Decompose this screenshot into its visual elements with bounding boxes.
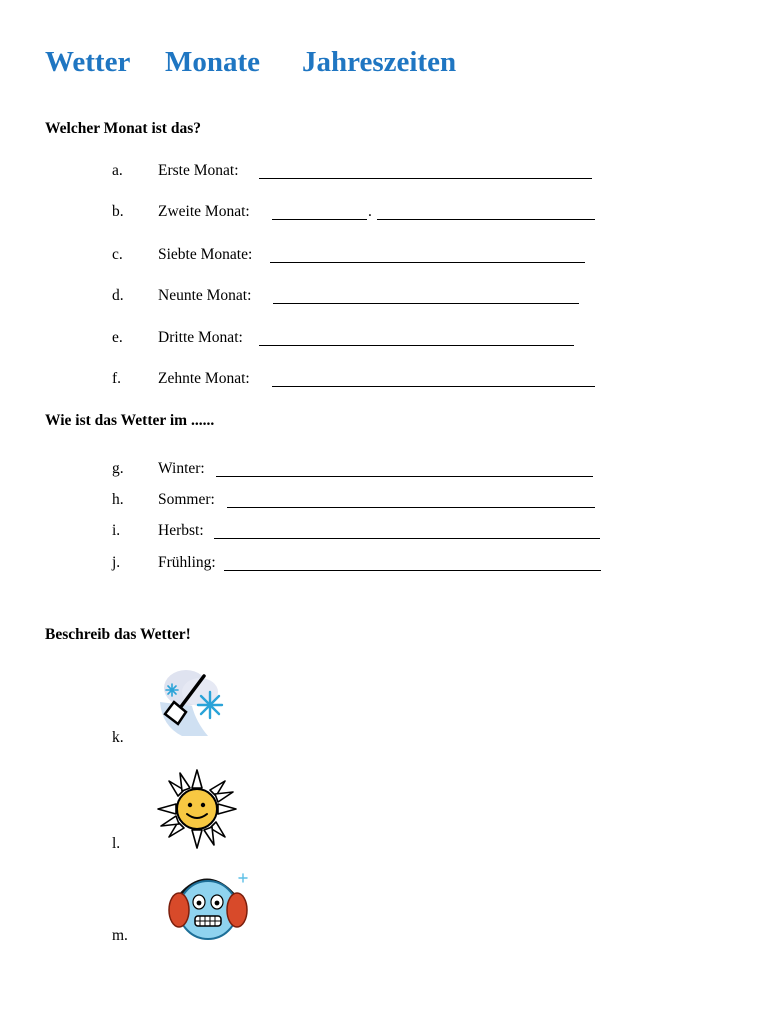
item-letter: f. xyxy=(112,370,122,387)
answer-blank-month[interactable] xyxy=(377,219,595,220)
item-label: Siebte Monate: xyxy=(158,246,253,263)
item-label: Frühling: xyxy=(158,554,216,571)
exercise-row-a xyxy=(0,162,768,182)
item-letter-m: m. xyxy=(112,927,128,944)
answer-blank[interactable] xyxy=(270,262,585,263)
item-letter: a. xyxy=(112,162,123,179)
date-separator: . xyxy=(368,203,372,220)
answer-blank[interactable] xyxy=(259,345,574,346)
answer-blank[interactable] xyxy=(227,507,595,508)
item-label: Winter: xyxy=(158,460,205,477)
freezing-face-earmuffs-icon xyxy=(165,870,255,951)
title-weather: Wetter xyxy=(45,46,131,78)
item-label: Sommer: xyxy=(158,491,215,508)
exercise-row-h xyxy=(0,491,768,511)
answer-blank-day[interactable] xyxy=(272,219,367,220)
answer-blank[interactable] xyxy=(272,386,595,387)
title-months: Monate xyxy=(165,46,261,78)
exercise-row-e xyxy=(0,329,768,349)
exercise-row-j xyxy=(0,554,768,574)
answer-blank[interactable] xyxy=(214,538,600,539)
item-letter: j. xyxy=(112,554,121,571)
item-letter: d. xyxy=(112,287,124,304)
smiling-sun-icon xyxy=(156,768,238,855)
section-heading-weather: Wie ist das Wetter im ...... xyxy=(45,412,215,429)
answer-blank[interactable] xyxy=(216,476,593,477)
answer-blank[interactable] xyxy=(259,178,592,179)
section-heading-months: Welcher Monat ist das? xyxy=(45,120,201,137)
item-letter-k: k. xyxy=(112,729,124,746)
item-letter: g. xyxy=(112,460,124,477)
title-seasons: Jahreszeiten xyxy=(302,46,457,78)
item-letter: h. xyxy=(112,491,124,508)
item-label: Neunte Monat: xyxy=(158,287,252,304)
answer-blank[interactable] xyxy=(273,303,579,304)
item-label: Herbst: xyxy=(158,522,204,539)
item-label: Zehnte Monat: xyxy=(158,370,250,387)
item-label: Erste Monat: xyxy=(158,162,239,179)
item-letter-l: l. xyxy=(112,835,121,852)
exercise-row-c xyxy=(0,246,768,266)
snow-shovel-icon xyxy=(156,662,230,745)
answer-blank[interactable] xyxy=(224,570,601,571)
exercise-row-d xyxy=(0,287,768,307)
item-letter: i. xyxy=(112,522,121,539)
exercise-row-b xyxy=(0,203,768,223)
item-label: Zweite Monat: xyxy=(158,203,250,220)
item-letter: b. xyxy=(112,203,124,220)
exercise-row-i xyxy=(0,522,768,542)
exercise-row-g xyxy=(0,460,768,480)
item-letter: e. xyxy=(112,329,123,346)
exercise-row-f xyxy=(0,370,768,390)
section-heading-describe: Beschreib das Wetter! xyxy=(45,626,191,643)
item-label: Dritte Monat: xyxy=(158,329,243,346)
item-letter: c. xyxy=(112,246,123,263)
